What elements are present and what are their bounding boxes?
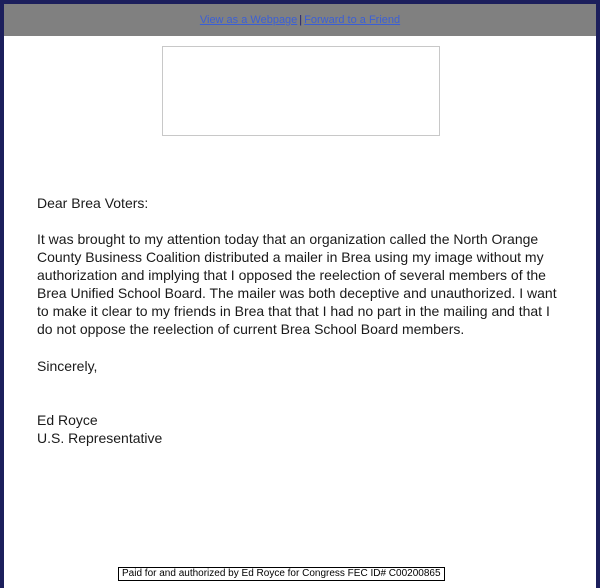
signature-name: Ed Royce: [37, 412, 98, 428]
salutation: Dear Brea Voters:: [37, 195, 149, 211]
link-separator: |: [299, 14, 303, 26]
view-as-webpage-link[interactable]: View as a Webpage: [199, 14, 298, 26]
letter-paragraph: It was brought to my attention today that an organization called the North Orange County Business Coalition distributed a mailer in Brea using my image without my authorization and implying that I opposed the reelection of several members of the Brea Unified School Board. The mailer was both deceptive and unauthorized. I want to make it clear to my friends in Brea that that I had no part in the mailing and that I do not oppose the reelection of current Brea School Board members.: [37, 231, 557, 337]
forward-to-friend-link[interactable]: Forward to a Friend: [304, 14, 401, 26]
closing: Sincerely,: [37, 358, 98, 374]
fec-disclaimer: Paid for and authorized by Ed Royce for Congress FEC ID# C00200865: [118, 567, 445, 581]
header-image-placeholder: [162, 46, 440, 136]
letter-body: [37, 194, 569, 447]
signature-title: U.S. Representative: [37, 430, 163, 446]
email-top-bar: [4, 4, 596, 36]
